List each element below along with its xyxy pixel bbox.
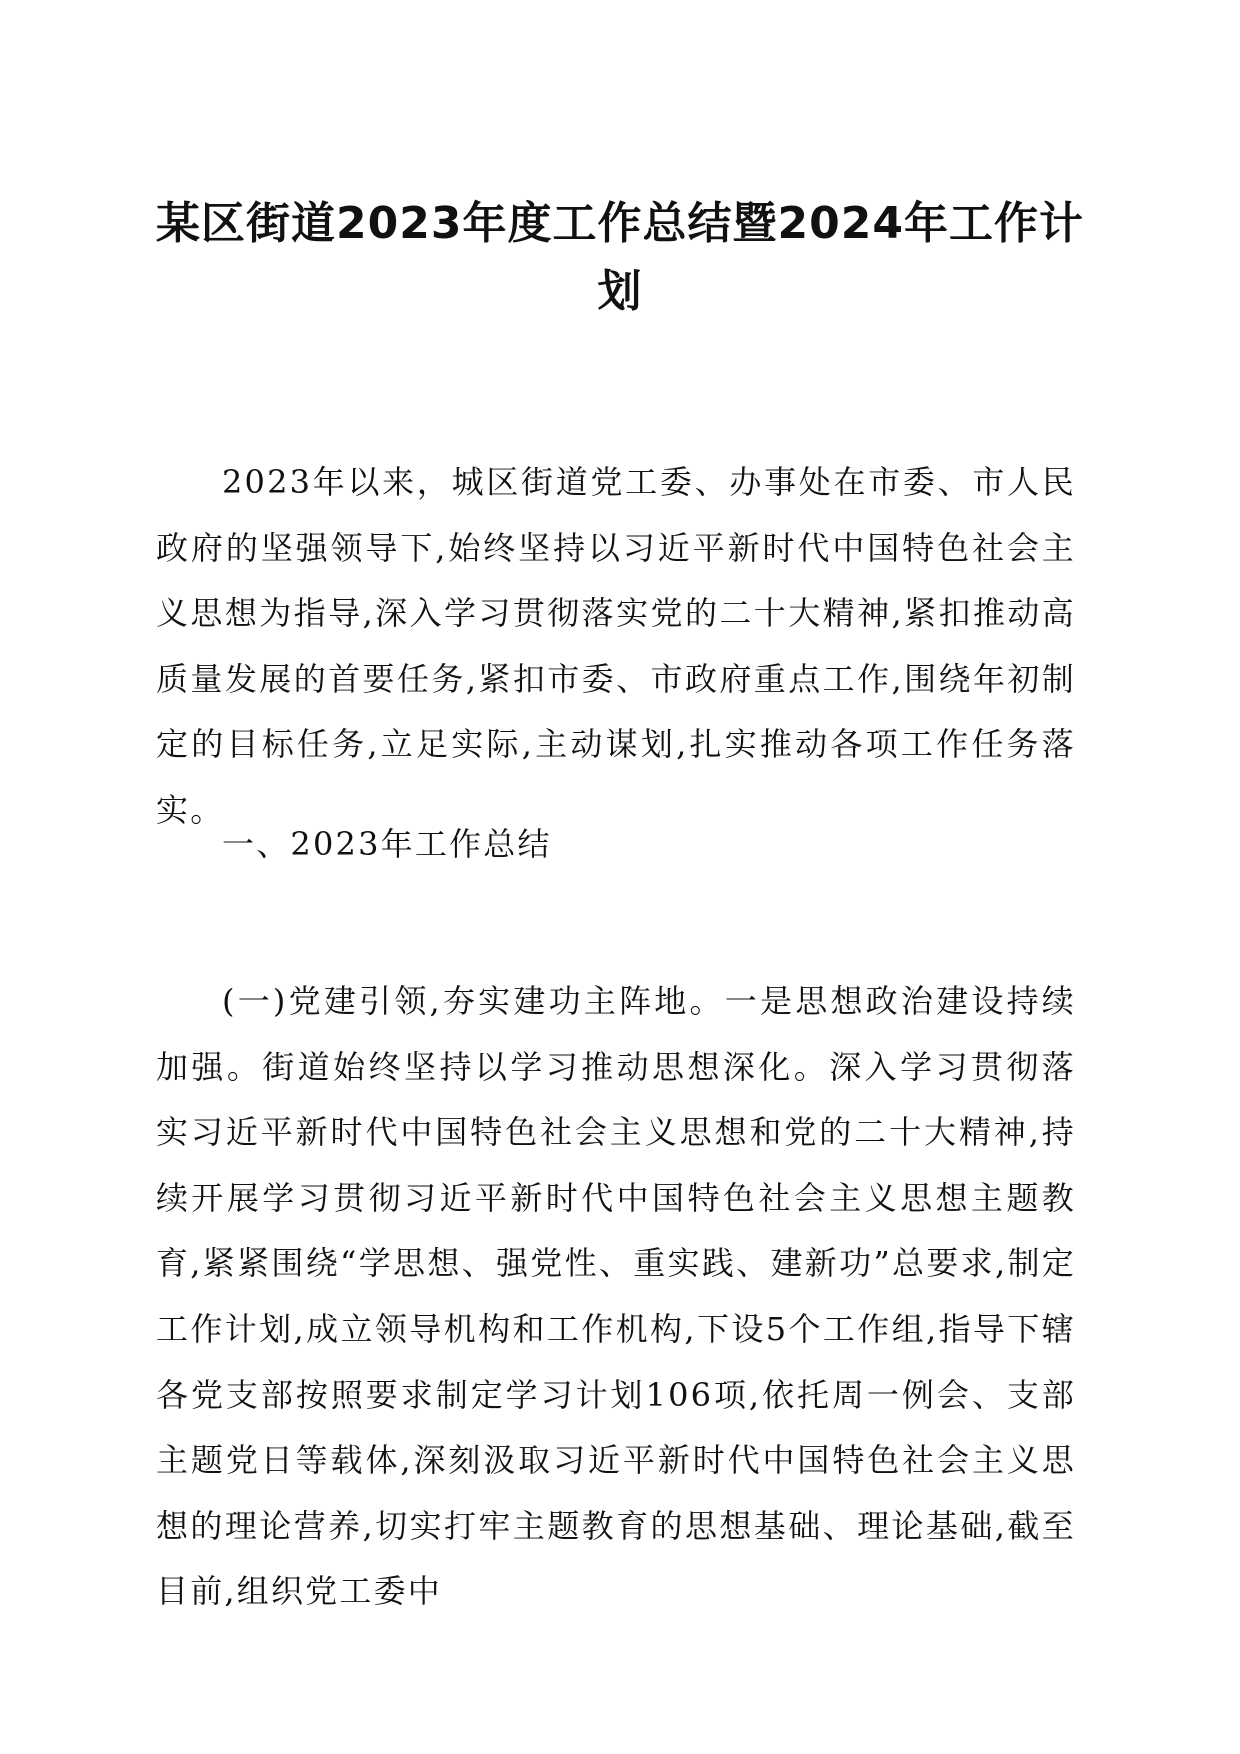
intro-paragraph: 2023年以来，城区街道党工委、办事处在市委、市人民政府的坚强领导下,始终坚持以习近平新时代中国特色社会主义思想为指导,深入学习贯彻落实党的二十大精神,紧扣推动高质量发展的首要任务,紧扣市委、市政府重点工作,围绕年初制定的目标任务,立足实际,主动谋划,扎实推动各项工作任务落实。 [156,463,1076,829]
section-heading: 一、2023年工作总结 [222,825,552,863]
party-building-paragraph: (一)党建引领,夯实建功主阵地。一是思想政治建设持续加强。街道始终坚持以学习推动思想深化。深入学习贯彻落实习近平新时代中国特色社会主义思想和党的二十大精神,持续开展学习贯彻习近平新时代中国特色社会主义思想主题教育,紧紧围绕“学思想、强党性、重实践、建新功”总要求,制定工作计划,成立领导机构和工作机构,下设5个工作组,指导下辖各党支部按照要求制定学习计划106项,依托周一例会、支部主题党日等载体,深刻汲取习近平新时代中国特色社会主义思想的理论营养,切实打牢主题教育的思想基础、理论基础,截至目前,组织党工委中 [156,982,1076,1611]
document-title: 某区街道2023年度工作总结暨2024年工作计划 [156,198,1084,317]
